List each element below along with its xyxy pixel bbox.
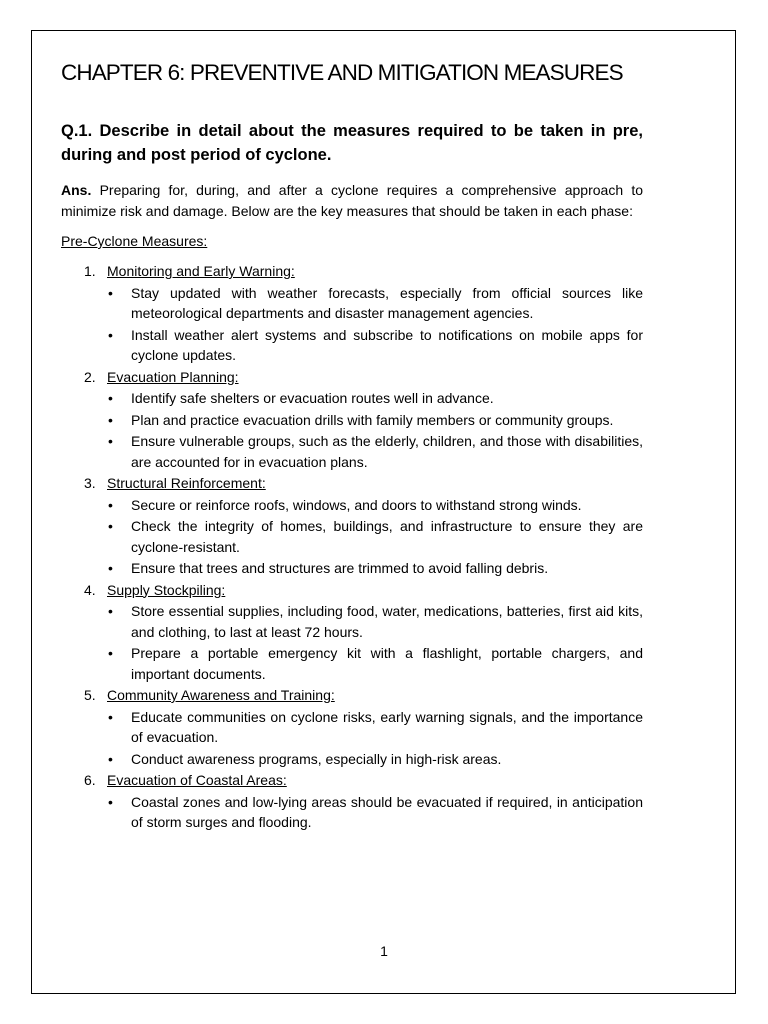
bullet-item	[107, 749, 643, 770]
page-number: 1	[380, 943, 388, 959]
bullet-item	[107, 325, 643, 366]
bullet-icon: •	[108, 496, 113, 513]
bullet-item	[107, 792, 643, 833]
bullet-icon: •	[108, 560, 113, 576]
bullet-item	[107, 601, 643, 642]
list-item-number: 1.	[84, 263, 96, 279]
bullet-item	[107, 388, 643, 409]
list-item-title: Evacuation Planning:	[107, 368, 239, 385]
bullet-item	[107, 643, 643, 684]
bullet-list	[107, 495, 643, 579]
bullet-icon: •	[108, 326, 113, 343]
answer-paragraph	[61, 180, 643, 222]
bullet-item	[107, 707, 643, 748]
bullet-text: Educate communities on cyclone risks, early warning signals, and the importance of evacuation.	[131, 708, 643, 745]
bullet-list	[107, 283, 643, 366]
list-item-number: 6.	[84, 772, 96, 788]
bullet-text: Secure or reinforce roofs, windows, and doors to withstand strong winds.	[131, 496, 582, 513]
list-item	[61, 580, 643, 685]
bullet-text: Conduct awareness programs, especially in high-risk areas.	[131, 750, 502, 767]
list-item-number: 3.	[84, 475, 96, 491]
list-item	[61, 685, 643, 769]
bullet-item	[107, 516, 643, 557]
list-item	[61, 473, 643, 579]
bullet-text: Coastal zones and low-lying areas should be evacuated if required, in anticipation of storm surges and flooding.	[131, 793, 643, 830]
bullet-list	[107, 388, 643, 472]
bullet-icon: •	[108, 603, 113, 619]
question-heading: Q.1. Describe in detail about the measures required to be taken in pre, during and post period of cyclone.	[61, 122, 643, 164]
bullet-icon: •	[108, 518, 113, 534]
bullet-icon: •	[108, 645, 113, 661]
list-item-title: Monitoring and Early Warning:	[107, 263, 295, 279]
bullet-icon: •	[108, 390, 113, 406]
answer-text: Preparing for, during, and after a cyclone requires a comprehensive approach to minimize risk and damage. Below are the key measures that should be taken in each phase:	[61, 182, 643, 219]
bullet-icon: •	[108, 433, 113, 449]
list-item-title: Community Awareness and Training:	[107, 687, 335, 703]
list-item-title: Structural Reinforcement:	[107, 475, 266, 491]
bullet-icon: •	[108, 411, 113, 428]
bullet-icon: •	[108, 750, 113, 767]
document-content	[61, 58, 643, 834]
list-item-title: Evacuation of Coastal Areas:	[107, 772, 287, 788]
bullet-icon: •	[108, 708, 113, 725]
bullet-item	[107, 431, 643, 472]
bullet-list	[107, 601, 643, 684]
bullet-item	[107, 283, 643, 324]
answer-label: Ans.	[61, 182, 92, 198]
bullet-text: Check the integrity of homes, buildings, and infrastructure to ensure they are cyclone-resistant.	[131, 518, 643, 555]
list-item	[61, 367, 643, 473]
list-item	[61, 261, 643, 366]
bullet-text: Identify safe shelters or evacuation routes well in advance.	[131, 390, 494, 406]
list-item-title: Supply Stockpiling:	[107, 581, 226, 598]
list-item	[61, 770, 643, 833]
bullet-text: Stay updated with weather forecasts, especially from official sources like meteorological departments and disaster management agencies.	[131, 284, 643, 321]
bullet-list	[107, 792, 643, 833]
bullet-text: Install weather alert systems and subscribe to notifications on mobile apps for cyclone updates.	[131, 326, 643, 363]
section-title: Pre-Cyclone Measures:	[61, 233, 208, 249]
bullet-text: Ensure that trees and structures are trimmed to avoid falling debris.	[131, 560, 549, 576]
chapter-title: CHAPTER 6: PREVENTIVE AND MITIGATION MEASURES	[61, 60, 623, 85]
bullet-item	[107, 495, 643, 516]
list-item-number: 5.	[84, 687, 96, 703]
bullet-item	[107, 410, 643, 431]
list-item-number: 4.	[84, 581, 96, 598]
list-item-number: 2.	[84, 368, 96, 385]
bullet-text: Ensure vulnerable groups, such as the elderly, children, and those with disabilities, are accounted for in evacuation plans.	[131, 433, 643, 470]
bullet-item	[107, 558, 643, 579]
bullet-text: Prepare a portable emergency kit with a flashlight, portable chargers, and important documents.	[131, 645, 643, 682]
bullet-text: Plan and practice evacuation drills with family members or community groups.	[131, 411, 614, 428]
bullet-icon: •	[108, 793, 113, 810]
bullet-icon: •	[108, 284, 113, 301]
bullet-text: Store essential supplies, including food, water, medications, batteries, first aid kits, and clothing, to last at least 72 hours.	[131, 603, 643, 640]
bullet-list	[107, 707, 643, 770]
measures-list	[61, 261, 643, 833]
